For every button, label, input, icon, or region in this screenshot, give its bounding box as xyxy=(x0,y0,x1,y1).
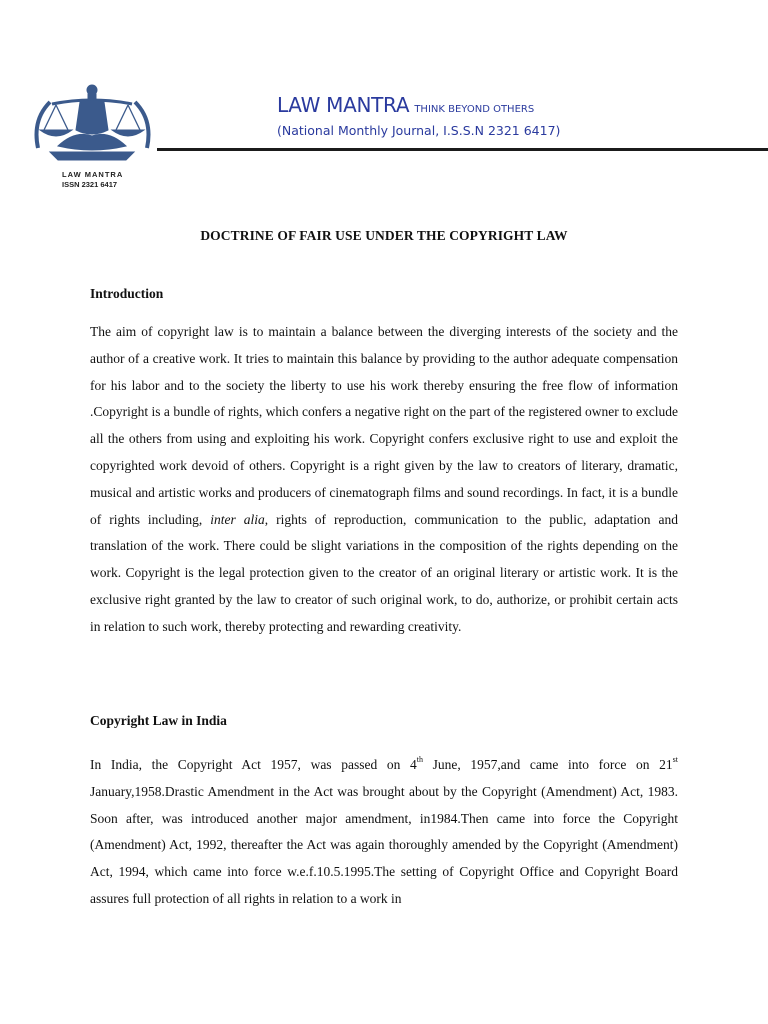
masthead xyxy=(277,93,561,138)
superscript: st xyxy=(672,755,678,764)
header-divider xyxy=(157,148,768,151)
logo-issn-text: ISSN 2321 6417 xyxy=(62,180,118,189)
logo-caption xyxy=(30,170,160,190)
paragraph-text: January,1958.Drastic Amendment in the Act was brought about by the Copyright (Amendment) Act, 1983. Soon after, was introduced another major amendment, in1984.Then came into force the Copyright (Amendment) Act, 1992, thereafter the Act was again thoroughly amended by the Copyright (Amendment) Act, 1994, which came into force w.e.f.10.5.1995.The setting of Copyright Office and Copyright Board assures full protection of all rights in relation to a work in xyxy=(90,783,678,906)
journal-name: LAW MANTRA xyxy=(277,93,410,117)
paragraph xyxy=(90,752,678,913)
introduction-body xyxy=(90,319,678,641)
section-heading: Copyright Law in India xyxy=(90,713,227,728)
paragraph-text: June, 1957,and came into force on 21 xyxy=(422,757,673,772)
paragraph xyxy=(90,319,678,641)
journal-tagline: THINK BEYOND OTHERS xyxy=(414,104,535,115)
italic-term: inter alia xyxy=(210,511,265,527)
logo-brand-text: LAW MANTRA xyxy=(62,170,124,179)
section-heading: Introduction xyxy=(90,286,164,301)
document-title: DOCTRINE OF FAIR USE UNDER THE COPYRIGHT LAW xyxy=(200,228,568,243)
paragraph-text: In India, the Copyright Act 1957, was passed on 4 xyxy=(90,757,417,772)
section-introduction xyxy=(90,286,678,302)
paragraph-text: , rights of reproduction, communication to the public, adaptation and translation of the work. There could be slight variations in the composition of the rights depending on the work. Copyright is the legal protection given to the creator of an original literary or artistic work. It is the exclusive right granted by the law to creator of such original work, to do, authorize, or prohibit certain acts in relation to such work, thereby protecting and rewarding creativity. xyxy=(90,511,678,634)
superscript: th xyxy=(416,755,423,764)
paragraph-text: The aim of copyright law is to maintain a balance between the diverging interests of the society and the author of a creative work. It tries to maintain this balance by providing to the author adequate compensation for his labor and to the society the liberty to use his work thereby ensuring the free flow of information .Copyright is a bundle of rights, which confers a negative right on the part of the registered owner to exclude all the others from using and exploiting his work. Copyright confers exclusive right to use and exploit the copyrighted work devoid of others. Copyright is a right given by the law to creators of literary, dramatic, musical and artistic works and producers of cinematograph films and sound recordings. In fact, it is a bundle of rights including, xyxy=(90,324,678,527)
scales-of-justice-icon xyxy=(30,80,155,175)
section-copyright-law-india xyxy=(90,713,678,729)
copyright-law-india-body xyxy=(90,752,678,913)
journal-subtitle: (National Monthly Journal, I.S.S.N 2321 6417) xyxy=(277,123,561,138)
